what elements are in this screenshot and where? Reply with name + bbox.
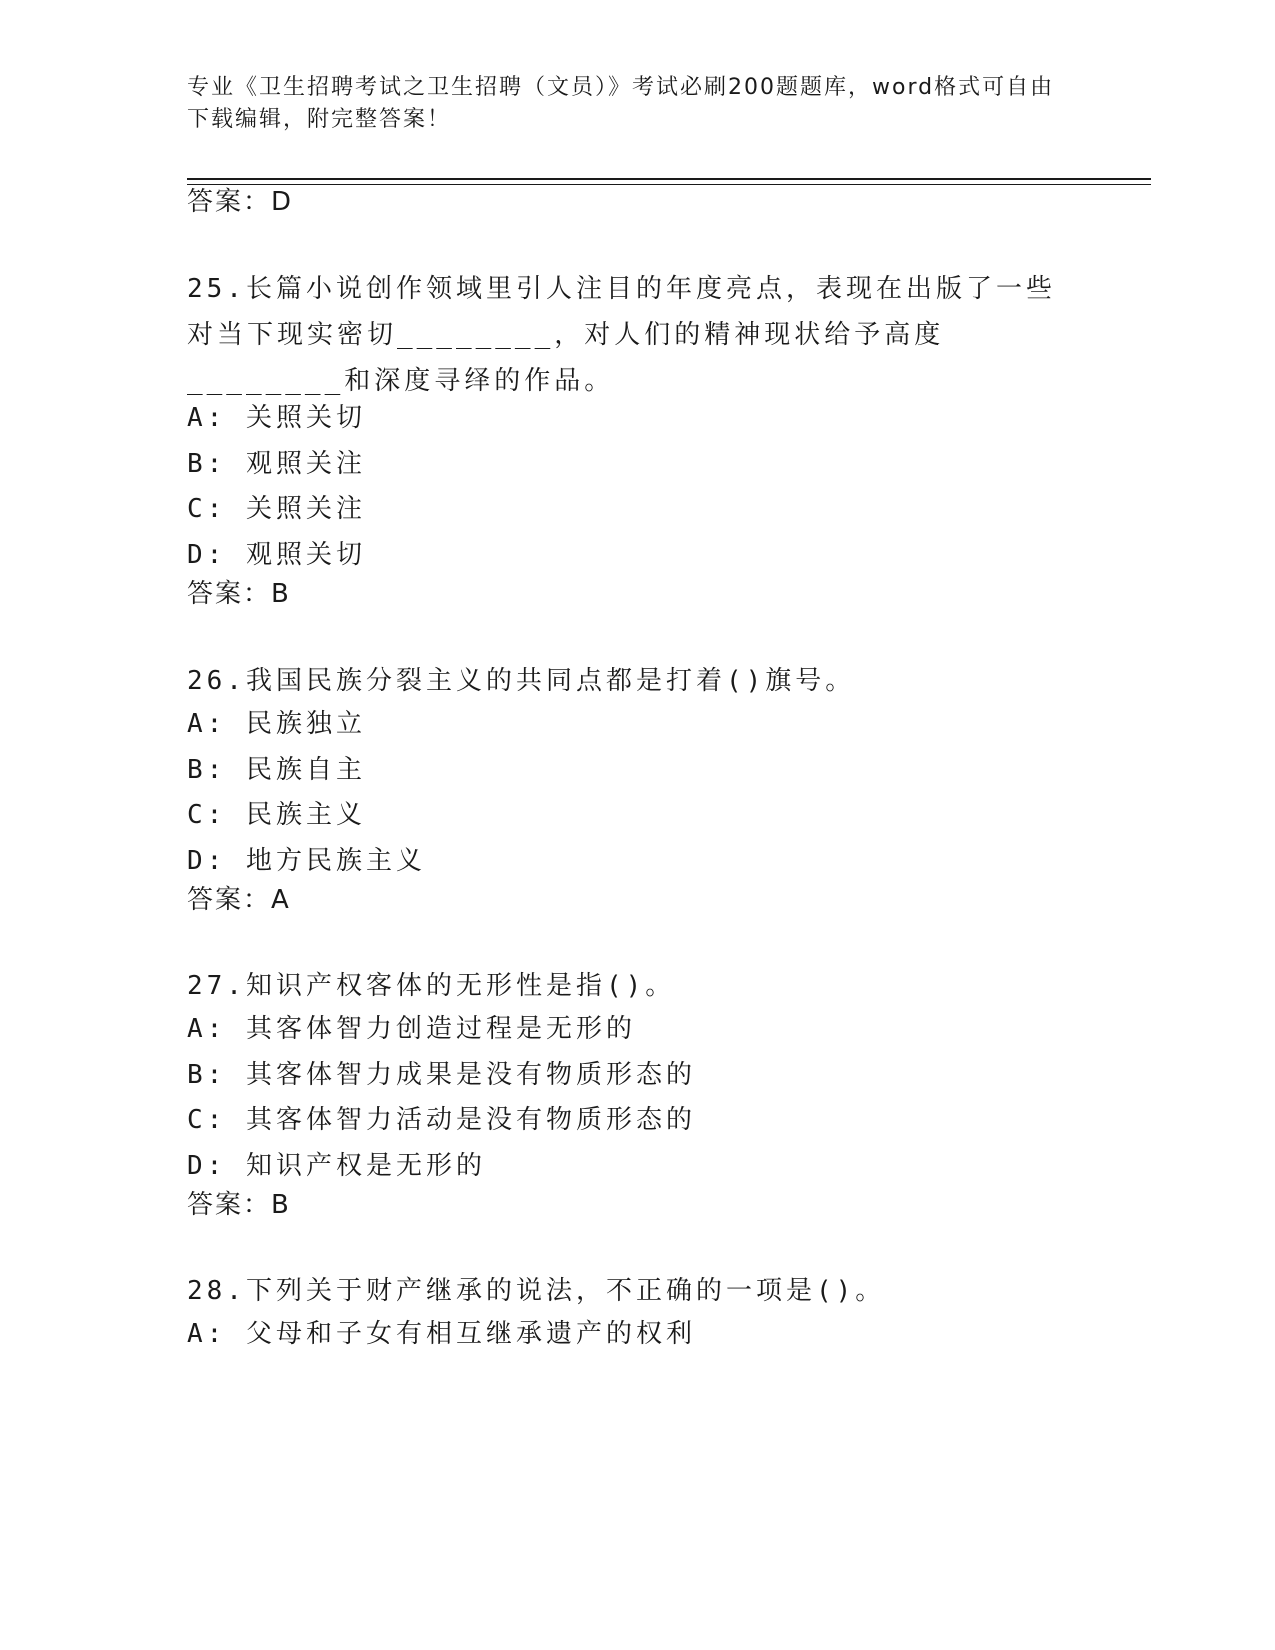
header-rule-thick [187,178,1151,180]
option-b: B: 民族自主 [187,754,366,785]
question-stem: 25.长篇小说创作领域里引人注目的年度亮点，表现在出版了一些对当下现实密切________，对人们的精神现状给予高度________和深度寻绎的作品。 [187,274,1056,396]
document-header: 专业《卫生招聘考试之卫生招聘（文员）》考试必刷200题题库，word格式可自由下载编辑，附完整答案！ [187,75,1055,132]
options-list [187,396,1087,578]
question-block [187,266,1087,404]
option-a: A: 民族独立 [187,709,366,739]
option-b: B: 其客体智力成果是没有物质形态的 [187,1059,696,1090]
option-c: C: 民族主义 [187,800,366,830]
question-block [187,1268,1087,1314]
option-c: C: 关照关注 [187,494,366,524]
option-a: A: 其客体智力创造过程是无形的 [187,1014,636,1044]
option-a: A: 父母和子女有相互继承遗产的权利 [187,1319,696,1349]
option-b: B: 观照关注 [187,448,366,479]
options-list [187,702,1087,884]
answer-line: 答案：B [187,579,291,609]
option-a: A: 关照关切 [187,403,366,433]
question-block [187,963,1087,1009]
option-d: D: 地方民族主义 [187,845,426,876]
option-d: D: 观照关切 [187,539,366,570]
question-stem: 27.知识产权客体的无形性是指()。 [187,971,676,1001]
options-list [187,1007,1087,1189]
question-stem: 28.下列关于财产继承的说法，不正确的一项是()。 [187,1276,886,1306]
answer-line: 答案：B [187,1190,291,1220]
question-stem: 26.我国民族分裂主义的共同点都是打着()旗号。 [187,666,856,696]
option-c: C: 其客体智力活动是没有物质形态的 [187,1105,696,1135]
question-block [187,658,1087,704]
option-d: D: 知识产权是无形的 [187,1150,486,1181]
answer-line: 答案：D [187,187,294,217]
options-list [187,1312,1087,1358]
answer-line: 答案：A [187,885,291,915]
